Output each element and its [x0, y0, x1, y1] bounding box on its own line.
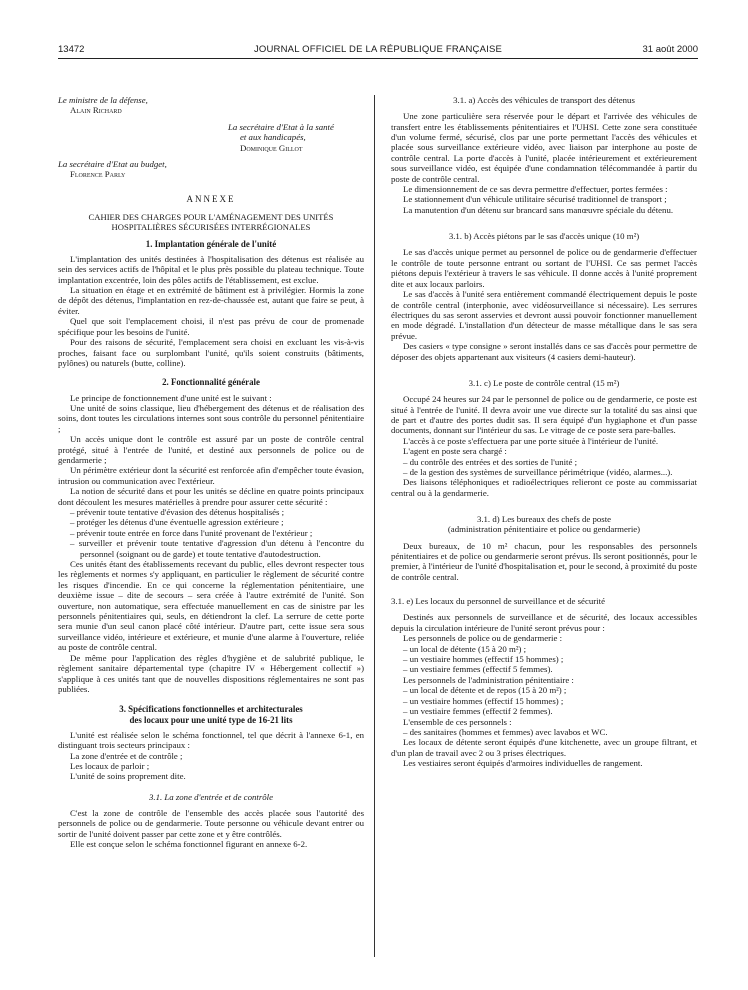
- paragraph: Les personnels de l'administration pénitentiaire :: [403, 674, 574, 685]
- paragraph: Une zone particulière sera réservée pour le départ et l'arrivée des véhicules de transfert entre les établissements pénitentiaires et l'UHSI. Cette zone sera constituée d'un volume fermé, sécurisé, clos par une porte permettant l'accès des véhicules et placée sous surveillance extérieure vidéo, avec liaison par interphone au poste de contrôle central. La porte d'accès à l'unité, placée intérieurement et extérieurement sous surveillance vidéo, est équipée d'une condamnation télécommandée à partir du poste de contrôle central.: [391, 111, 697, 184]
- paragraph: Ces unités étant des établissements recevant du public, elles devront respecter tous les règlements et normes s'y appliquant, en particulier le règlement de sécurité contre les risques d'incendie. En ce qui concerne la réglementation pénitentiaire, une deuxième issue – dite de secours – sera créée à l'autre extrémité de l'unité. Son ouverture, non automatique, sera effectuée manuellement en cas de sinistre par les personnels pénitentiaires qui, seuls, en détiendront la clef. La serrure de cette porte sera munie d'un seul canon placé côté intérieur. D'autre part, cette issue sera sous surveillance vidéo, intérieure et extérieure, et munie d'une alarme à l'ouverture, reliée au poste de contrôle central.: [58, 559, 364, 653]
- list-item: – des sanitaires (hommes et femmes) avec lavabos et WC.: [403, 726, 608, 737]
- list-item: – prévenir toute entrée en force dans l'unité provenant de l'extérieur ;: [70, 527, 313, 538]
- signature-name: Alain Richard: [70, 105, 122, 116]
- list-item: – un local de détente et de repos (15 à 20 m²) ;: [403, 685, 567, 696]
- list-item: – prévenir toute tentative d'évasion des détenus hospitalisés ;: [70, 507, 285, 517]
- document-title: [58, 212, 364, 232]
- page-number: 13472: [58, 44, 85, 55]
- paragraph: Le stationnement d'un véhicule utilitaire sécurisé traditionnel de transport ;: [403, 194, 667, 205]
- paragraph: Les locaux de détente seront équipés d'une kitchenette, avec un groupe filtrant, et d'un plan de travail avec 2 ou 3 prises électriques.: [391, 737, 697, 758]
- paragraph: Le sas d'accès unique permet au personnel de police ou de gendarmerie d'effectuer le contrôle de toute personne entrant ou sortant de l'UHSI. Ce sas permet l'accès piétons depuis l'extérieur à travers le sas véhicule. Il donne accès à l'unité proprement dite et aux locaux parloirs.: [391, 247, 697, 289]
- paragraph: Occupé 24 heures sur 24 par le personnel de police ou de gendarmerie, ce poste est situé à l'entrée de l'unité. Il devra avoir une vue directe sur la totalité du sas ainsi que de part et d'autre des portes dudit sas. Il sera équipé d'un hygiaphone et d'un passe documents, donnant sur l'intérieur du sas. Le vitrage de ce poste sera pare-balles.: [391, 394, 697, 436]
- section-3-heading-line2: des locaux pour une unité type de 16-21 lits: [129, 714, 293, 725]
- subsection-a-heading: 3.1. a) Accès des véhicules de transport des détenus: [453, 95, 635, 105]
- section-3-heading-line1: 3. Spécifications fonctionnelles et architecturales: [119, 704, 303, 715]
- subsection-b-heading: 3.1. b) Accès piétons par le sas d'accès unique (10 m²): [448, 231, 640, 242]
- paragraph: L'implantation des unités destinées à l'hospitalisation des détenus est réalisée au sein des services actifs de l'hôpital et le plus près possible du plateau technique. Toute implantation excentrée, loin des pôles actifs de l'établissement, est exclue.: [58, 253, 364, 285]
- signature-block-defense: [58, 95, 364, 116]
- left-column: [58, 95, 364, 850]
- subsection-d-heading-line2: (administration pénitentiaire et police ou gendarmerie): [447, 524, 641, 535]
- paragraph: Pour des raisons de sécurité, l'emplacement sera choisi en excluant les vis-à-vis proches, faisant face ou surplombant l'unité, qu'ils soient construits (bâtiments, pylônes) ou naturels (butte, colline).: [58, 337, 364, 368]
- signature-role: La secrétaire d'Etat à la santé: [228, 121, 334, 132]
- list-line: Les locaux de parloir ;: [70, 760, 150, 771]
- list-item: – un vestiaire hommes (effectif 15 hommes) ;: [403, 695, 564, 706]
- subsection-d-heading-line1: 3.1. d) Les bureaux des chefs de poste: [476, 514, 612, 525]
- signature-block-sante: [228, 122, 364, 153]
- paragraph: Les vestiaires seront équipés d'armoires individuelles de rangement.: [403, 758, 643, 769]
- paragraph: Deux bureaux, de 10 m² chacun, pour les responsables des personnels pénitentiaires et de police ou gendarmerie seront prévus. Ils seront positionnés, pour le premier, à l'intérieur de l'unité d'hospitalisation et, pour le second, à proximité du poste de contrôle central.: [391, 540, 697, 582]
- paragraph: L'unité est réalisée selon le schéma fonctionnel, tel que décrit à l'annexe 6-1, en distinguant trois secteurs principaux :: [58, 729, 364, 751]
- paragraph: L'ensemble de ces personnels :: [403, 716, 512, 727]
- paragraph: Les personnels de police ou de gendarmerie :: [403, 633, 563, 644]
- signature-role: La secrétaire d'Etat au budget,: [58, 159, 167, 170]
- list-item: – un vestiaire hommes (effectif 15 hommes) ;: [403, 654, 564, 665]
- list-item: – du contrôle des entrées et des sorties de l'unité ;: [403, 456, 578, 467]
- paragraph: Le sas d'accès à l'unité sera entièrement commandé électriquement depuis le poste de contrôle central (interphonie, avec vidéosurveillance si nécessaire). Les serrures électriques du sas seront asservies et devront aussi pouvoir fonctionner manuellement en mode dégradé. L'installation d'un détecteur de masse métallique dans le sas sera prévue.: [391, 289, 697, 341]
- paragraph: La notion de sécurité dans et pour les unités se décline en quatre points principaux dont découlent les mesures matérielles à prendre pour assurer cette sécurité :: [58, 486, 364, 507]
- section-3-heading: [58, 704, 364, 724]
- signature-block-budget: [58, 159, 364, 180]
- paragraph: Destinés aux personnels de surveillance et de sécurité, des locaux accessibles depuis la circulation intérieure de l'unité seront prévus pour :: [391, 612, 697, 633]
- paragraph: Quel que soit l'emplacement choisi, il n'est pas prévu de cour de promenade spécifique pour les besoins de l'unité.: [58, 316, 364, 337]
- list-line: L'unité de soins proprement dite.: [70, 771, 186, 782]
- subsection-e-heading: 3.1. e) Les locaux du personnel de surveillance et de sécurité: [391, 596, 605, 607]
- paragraph: L'accès à ce poste s'effectuera par une porte située à l'intérieur de l'unité.: [403, 435, 659, 446]
- paragraph: La manutention d'un détenu sur brancard sans manœuvre spéciale du détenu.: [403, 204, 674, 215]
- list-line: La zone d'entrée et de contrôle ;: [70, 750, 183, 761]
- subsection-d-heading: [391, 514, 697, 534]
- annexe-title: ANNEXE: [186, 193, 236, 204]
- subsection-c-heading: 3.1. c) Le poste de contrôle central (15 m²): [468, 377, 620, 388]
- paragraph: Un périmètre extérieur dont la sécurité est renforcée afin d'empêcher toute évasion, intrusion ou communication avec l'extérieur.: [58, 465, 364, 486]
- signature-name: Dominique Gillot: [240, 142, 303, 153]
- paragraph: Le dimensionnement de ce sas devra permettre d'effectuer, portes fermées :: [403, 184, 668, 195]
- paragraph: Des liaisons téléphoniques et radioélectriques relieront ce poste au commissariat central ou à la gendarmerie.: [391, 477, 697, 498]
- signature-role-cont: et aux handicapés,: [240, 132, 306, 143]
- journal-title: JOURNAL OFFICIEL DE LA RÉPUBLIQUE FRANÇAISE: [253, 44, 503, 55]
- right-column: [391, 95, 697, 769]
- paragraph: Elle est conçue selon le schéma fonctionnel figurant en annexe 6-2.: [70, 839, 308, 850]
- column-divider: [374, 95, 375, 957]
- issue-date: 31 août 2000: [642, 44, 698, 55]
- list-item: – surveiller et prévenir toute tentative d'agression d'un détenu à l'encontre du personnel (soignant ou de garde) et toute tentative d'autodestruction.: [70, 538, 364, 559]
- section-2-heading: 2. Fonctionnalité générale: [162, 377, 260, 388]
- section-1-heading: 1. Implantation générale de l'unité: [145, 238, 277, 249]
- subsection-3-1-heading: 3.1. La zone d'entrée et de contrôle: [148, 791, 274, 802]
- document-title-line1: CAHIER DES CHARGES POUR L'AMÉNAGEMENT DES UNITÉS: [88, 212, 334, 223]
- paragraph: Le principe de fonctionnement d'une unité est le suivant :: [70, 392, 272, 403]
- paragraph: De même pour l'application des règles d'hygiène et de salubrité publique, le règlement sanitaire départemental type (chapitre IV « Hébergement collectif ») s'applique à ces unités tant que de nouvelles dispositions réglementaires ne sont pas publiées.: [58, 652, 364, 694]
- list-item: – de la gestion des systèmes de surveillance périmétrique (vidéo, alarmes...).: [403, 466, 673, 477]
- paragraph: C'est la zone de contrôle de l'ensemble des accès placée sous l'autorité des personnels de police ou de gendarmerie. Toute personne ou véhicule devant entrer ou sortir de l'unité doivent passer par cette zone et y être contrôlés.: [58, 807, 364, 839]
- list-item: – protéger les détenus d'une éventuelle agression extérieure ;: [70, 517, 284, 528]
- signature-role: Le ministre de la défense,: [58, 95, 148, 105]
- list-item: – un vestiaire femmes (effectif 2 femmes).: [403, 706, 553, 717]
- paragraph: L'agent en poste sera chargé :: [403, 446, 507, 457]
- paragraph: Un accès unique dont le contrôle est assuré par un poste de contrôle central protégé, situé à l'entrée de l'unité, et destiné aux personnels de police ou de gendarmerie ;: [58, 434, 364, 465]
- paragraph: Des casiers « type consigne » seront installés dans ce sas d'accès pour permettre de déposer des objets appartenant aux visiteurs (4 casiers demi-hauteur).: [391, 341, 697, 362]
- page-header: [58, 42, 698, 59]
- document-title-line2: HOSPITALIÈRES SÉCURISÉES INTERRÉGIONALES: [111, 222, 311, 233]
- paragraph: Une unité de soins classique, lieu d'hébergement des détenus et de réalisation des soins, dont toutes les circulations internes sont sous contrôle du personnel pénitentiaire ;: [58, 402, 364, 434]
- list-item: – un vestiaire femmes (effectif 5 femmes).: [403, 664, 553, 675]
- list-item: – un local de détente (15 à 20 m²) ;: [403, 643, 527, 654]
- signature-name: Florence Parly: [70, 169, 126, 180]
- paragraph: La situation en étage et en extrémité de bâtiment est à privilégier. Hormis la zone de dépôt des détenus, l'implantation en rez-de-chaussée est, autant que faire se peut, à éviter.: [58, 285, 364, 316]
